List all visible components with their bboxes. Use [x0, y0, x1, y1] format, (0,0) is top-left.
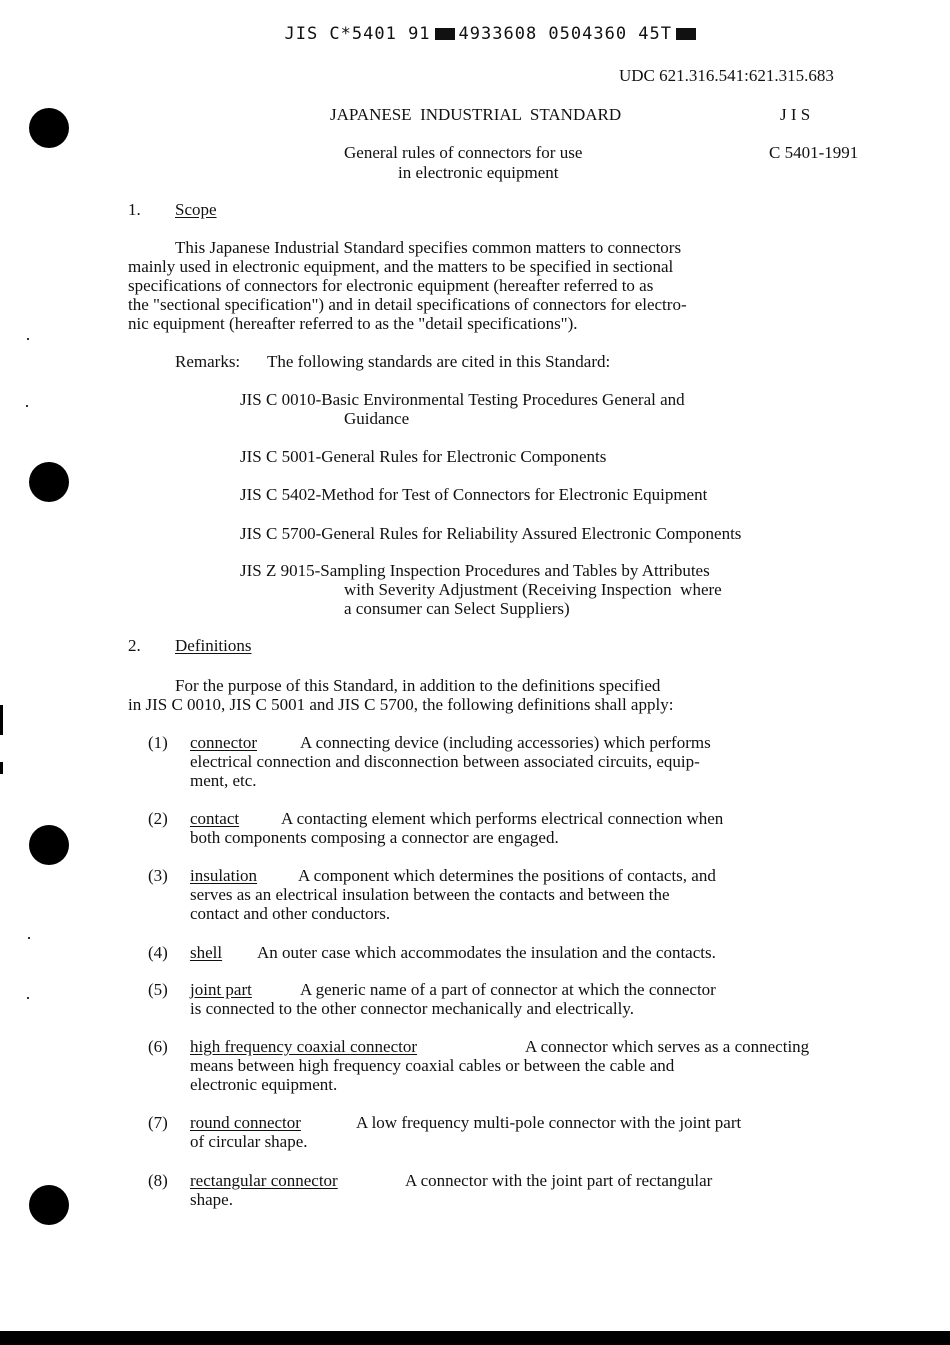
- scan-speck: [26, 405, 28, 407]
- scope-line: specifications of connectors for electronic equipment (hereafter referred to as: [128, 276, 654, 295]
- definition-term: joint part: [190, 980, 252, 999]
- scan-edge-mark: [0, 762, 3, 774]
- definition-number: (4): [148, 943, 168, 962]
- definition-text: A connecting device (including accessories) which performs: [300, 733, 711, 752]
- udc-number: UDC 621.316.541:621.315.683: [619, 66, 834, 85]
- subtitle-line1: General rules of connectors for use: [344, 143, 583, 162]
- definition-number: (5): [148, 980, 168, 999]
- definition-text: A low frequency multi-pole connector with the joint part: [356, 1113, 742, 1132]
- definitions-intro: For the purpose of this Standard, in addition to the definitions specified: [175, 676, 661, 695]
- barcode-block-icon: [676, 28, 696, 40]
- scope-line: nic equipment (hereafter referred to as the "detail specifications").: [128, 314, 578, 333]
- definition-text: A generic name of a part of connector at which the connector: [300, 980, 716, 999]
- definition-term: round connector: [190, 1113, 301, 1132]
- cited-standard: JIS C 5001-General Rules for Electronic Components: [240, 447, 607, 466]
- definition-text: electronic equipment.: [190, 1075, 338, 1094]
- cited-standard-cont: with Severity Adjustment (Receiving Inspection where: [344, 580, 722, 599]
- scan-edge-mark: [0, 705, 3, 735]
- cited-standard: JIS C 0010-Basic Environmental Testing Procedures General and: [240, 390, 685, 409]
- definition-term: rectangular connector: [190, 1171, 338, 1190]
- definition-term: insulation: [190, 866, 258, 885]
- definition-number: (8): [148, 1171, 168, 1190]
- definition-number: (1): [148, 733, 168, 752]
- cited-standard-cont: Guidance: [344, 409, 410, 428]
- definitions-intro: in JIS C 0010, JIS C 5001 and JIS C 5700, the following definitions shall apply:: [128, 695, 674, 714]
- standard-title: JAPANESE INDUSTRIAL STANDARD: [330, 105, 622, 124]
- definition-text: contact and other conductors.: [190, 904, 391, 923]
- punch-hole-icon: [29, 825, 69, 865]
- definition-text: shape.: [190, 1190, 233, 1209]
- definition-text: is connected to the other connector mechanically and electrically.: [190, 999, 635, 1018]
- cited-standard: JIS C 5402-Method for Test of Connectors for Electronic Equipment: [240, 485, 708, 504]
- section-title: Definitions: [175, 636, 252, 655]
- definition-term: connector: [190, 733, 258, 752]
- standard-number: C 5401-1991: [769, 143, 859, 162]
- definition-number: (3): [148, 866, 168, 885]
- definition-text: of circular shape.: [190, 1132, 308, 1151]
- cited-standard: JIS C 5700-General Rules for Reliability Assured Electronic Components: [240, 524, 742, 543]
- remarks-label: Remarks:: [175, 352, 241, 371]
- scan-speck: [27, 338, 29, 340]
- definition-text: An outer case which accommodates the insulation and the contacts.: [257, 943, 716, 962]
- definition-number: (6): [148, 1037, 168, 1056]
- definition-text: electrical connection and disconnection between associated circuits, equip-: [190, 752, 700, 771]
- definition-text: serves as an electrical insulation between the contacts and between the: [190, 885, 670, 904]
- cited-standard: JIS Z 9015-Sampling Inspection Procedures and Tables by Attributes: [240, 561, 710, 580]
- scope-line: This Japanese Industrial Standard specifies common matters to connectors: [175, 238, 682, 257]
- definition-text: both components composing a connector are engaged.: [190, 828, 559, 847]
- scope-line: mainly used in electronic equipment, and the matters to be specified in sectional: [128, 257, 674, 276]
- punch-hole-icon: [29, 462, 69, 502]
- definition-text: A connector which serves as a connecting: [525, 1037, 810, 1056]
- definition-number: (2): [148, 809, 168, 828]
- barcode-block-icon: [435, 28, 455, 40]
- header-code: [262, 6, 700, 44]
- scan-speck: [27, 997, 29, 999]
- definition-number: (7): [148, 1113, 168, 1132]
- definition-text: A component which determines the positions of contacts, and: [298, 866, 716, 885]
- definition-text: A contacting element which performs electrical connection when: [281, 809, 724, 828]
- jis-label: J I S: [780, 105, 811, 124]
- cited-standard-cont: a consumer can Select Suppliers): [344, 599, 570, 618]
- punch-hole-icon: [29, 108, 69, 148]
- remarks-text: The following standards are cited in this Standard:: [267, 352, 611, 371]
- scan-bottom-bar: [0, 1331, 950, 1345]
- section-title: Scope: [175, 200, 217, 219]
- subtitle-line2: in electronic equipment: [398, 163, 559, 182]
- definition-term: contact: [190, 809, 240, 828]
- definition-text: means between high frequency coaxial cables or between the cable and: [190, 1056, 675, 1075]
- scope-line: the "sectional specification") and in detail specifications of connectors for electro-: [128, 295, 687, 314]
- punch-hole-icon: [29, 1185, 69, 1225]
- header-code-a: JIS C*5401 91: [284, 24, 431, 44]
- header-code-b: 4933608 0504360 45T: [458, 24, 673, 44]
- definition-text: A connector with the joint part of rectangular: [405, 1171, 713, 1190]
- scan-speck: [28, 937, 30, 939]
- definition-term: shell: [190, 943, 223, 962]
- definition-term: high frequency coaxial connector: [190, 1037, 418, 1056]
- section-number: 1.: [128, 200, 141, 219]
- section-number: 2.: [128, 636, 141, 655]
- definition-text: ment, etc.: [190, 771, 257, 790]
